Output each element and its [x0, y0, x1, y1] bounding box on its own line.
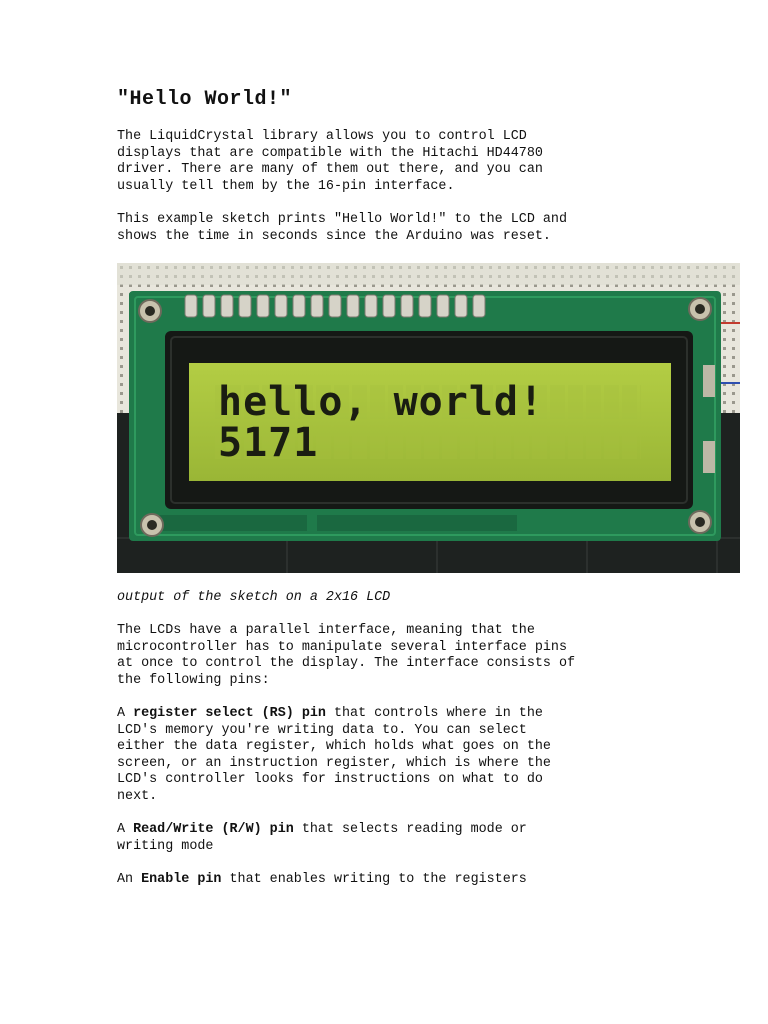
interface-paragraph: The LCDs have a parallel interface, meaning that the microcontroller has to manipulate several interface pins at once to control the display. The interface consists of the following pins:: [117, 623, 576, 688]
intro-paragraph-2: This example sketch prints "Hello World!" to the LCD and shows the time in seconds since the Arduino was reset.: [117, 212, 567, 244]
rs-pin-body: that controls where in the LCD's memory you're writing data to. You can select either the data register, which holds what goes on the screen, or an instruction register, which is where the LCD's controller looks for instructions on what to do next.: [117, 706, 551, 804]
header-pins: [185, 295, 485, 317]
rw-pin-paragraph: [117, 822, 677, 855]
intro-paragraph-1: The LiquidCrystal library allows you to control LCD displays that are compatible with the Hitachi HD44780 driver. There are many of them out there, and you can usually tell them by the 16-pin interface.: [117, 129, 543, 194]
lcd-line-2: 5171: [218, 420, 319, 466]
rw-pin-term: Read/Write (R/W) pin: [133, 822, 294, 837]
rw-pin-body: that selects reading mode or writing mode: [117, 822, 527, 854]
rs-pin-term: register select (RS) pin: [133, 706, 326, 721]
enable-pin-term: Enable pin: [141, 872, 222, 887]
lcd-photo: [117, 263, 740, 573]
rw-pin-prefix: A: [117, 822, 134, 837]
enable-pin-body: that enables writing to the registers: [221, 872, 527, 887]
enable-pin-prefix: An: [117, 872, 142, 887]
page-title: "Hello World!": [117, 88, 293, 111]
rs-pin-paragraph: [117, 706, 677, 806]
lcd-line-1: hello, world!: [218, 379, 545, 425]
photo-caption: output of the sketch on a 2x16 LCD: [117, 590, 391, 605]
rs-pin-prefix: A: [117, 706, 134, 721]
enable-pin-paragraph: [117, 872, 677, 889]
